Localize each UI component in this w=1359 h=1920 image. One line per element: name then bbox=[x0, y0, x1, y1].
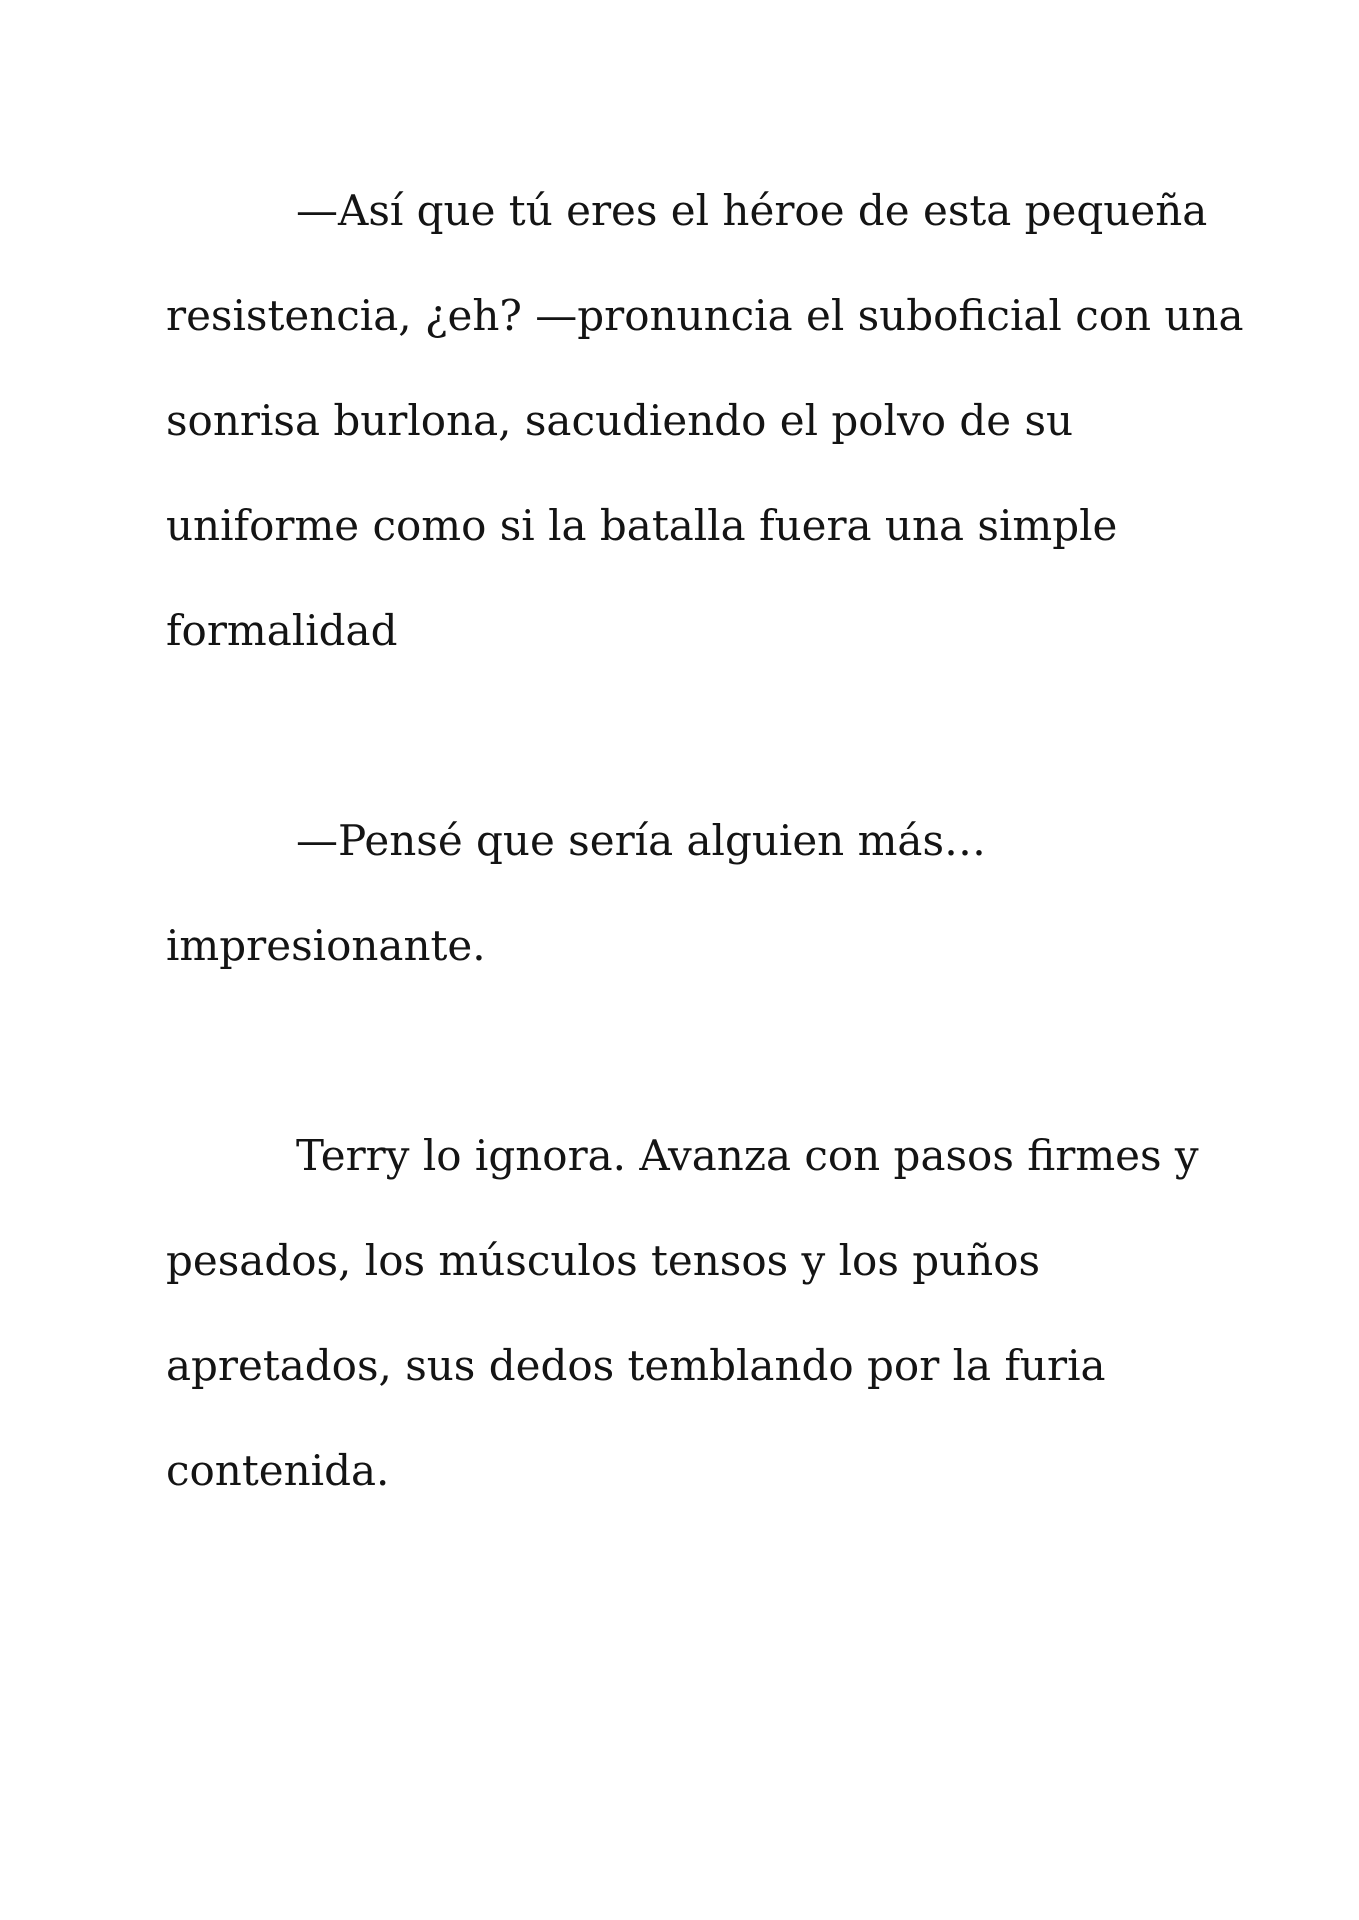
paragraph-1 bbox=[166, 158, 1244, 683]
text-line: contenida. bbox=[166, 1446, 390, 1495]
paragraph-2 bbox=[166, 788, 1226, 998]
text-line: pesados, los músculos tensos y los puños bbox=[166, 1236, 1041, 1285]
text-line: impresionante. bbox=[166, 921, 486, 970]
text-line: —Así que tú eres el héroe de esta pequeña bbox=[296, 186, 1208, 235]
text-line: formalidad bbox=[166, 606, 398, 655]
paragraph-spacer bbox=[166, 998, 1226, 1103]
text-line: resistencia, ¿eh? —pronuncia el suboficial con una bbox=[166, 291, 1244, 340]
paragraph-spacer bbox=[166, 683, 1226, 788]
paragraph-3 bbox=[166, 1103, 1226, 1523]
text-line: sonrisa burlona, sacudiendo el polvo de su bbox=[166, 396, 1074, 445]
text-line: uniforme como si la batalla fuera una simple bbox=[166, 501, 1118, 550]
text-line: apretados, sus dedos temblando por la furia bbox=[166, 1341, 1106, 1390]
text-line: Terry lo ignora. Avanza con pasos firmes y bbox=[296, 1131, 1199, 1180]
body-text bbox=[166, 158, 1244, 1523]
text-line: —Pensé que sería alguien más… bbox=[296, 816, 987, 865]
